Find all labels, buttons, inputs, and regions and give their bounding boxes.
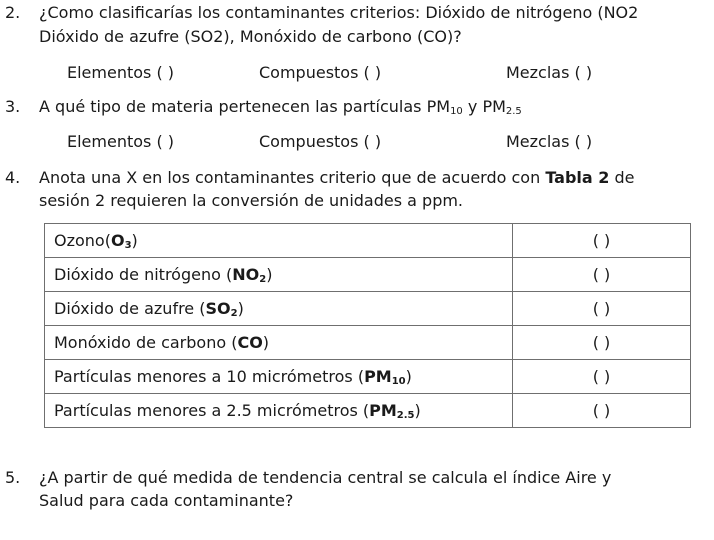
question-number: 3. xyxy=(5,97,21,116)
question-number: 2. xyxy=(5,3,21,22)
pollutant-name: Partículas menores a 10 micrómetros (PM10) xyxy=(45,360,513,394)
mark-cell[interactable]: ( ) xyxy=(513,292,691,326)
option-mezclas[interactable]: Mezclas ( ) xyxy=(506,132,593,151)
question-text: Dióxido de azufre (SO2), Monóxido de carbono (CO)? xyxy=(39,27,462,46)
pollutant-name: Monóxido de carbono (CO) xyxy=(45,326,513,360)
option-mezclas[interactable]: Mezclas ( ) xyxy=(506,63,593,82)
question-text: sesión 2 requieren la conversión de unidades a ppm. xyxy=(39,191,464,210)
mark-cell[interactable]: ( ) xyxy=(513,360,691,394)
pollutant-name: Dióxido de azufre (SO2) xyxy=(45,292,513,326)
question-text: ¿Como clasificarías los contaminantes criterios: Dióxido de nitrógeno (NO2 xyxy=(39,3,639,22)
table-row xyxy=(45,360,691,394)
question-text: Anota una X en los contaminantes criterio que de acuerdo con Tabla 2 de xyxy=(39,168,635,187)
table-row xyxy=(45,326,691,360)
pollutant-name: Dióxido de nitrógeno (NO2) xyxy=(45,258,513,292)
mark-cell[interactable]: ( ) xyxy=(513,326,691,360)
question-number: 5. xyxy=(5,468,21,487)
option-elementos[interactable]: Elementos ( ) xyxy=(67,63,175,82)
table-row xyxy=(45,394,691,428)
question-text: Salud para cada contaminante? xyxy=(39,491,294,510)
question-text: ¿A partir de qué medida de tendencia central se calcula el índice Aire y xyxy=(39,468,612,487)
option-elementos[interactable]: Elementos ( ) xyxy=(67,132,175,151)
question-text: A qué tipo de materia pertenecen las partículas $PM_{10}$ y $PM_{2.5}$ xyxy=(39,97,522,117)
mark-cell[interactable]: ( ) xyxy=(513,224,691,258)
pollutant-name: Ozono(O3) xyxy=(45,224,513,258)
table-row xyxy=(45,258,691,292)
table-row xyxy=(45,292,691,326)
mark-cell[interactable]: ( ) xyxy=(513,394,691,428)
pollutants-table xyxy=(44,223,691,428)
pollutant-name: Partículas menores a 2.5 micrómetros (PM2.5) xyxy=(45,394,513,428)
option-compuestos[interactable]: Compuestos ( ) xyxy=(259,132,382,151)
mark-cell[interactable]: ( ) xyxy=(513,258,691,292)
option-compuestos[interactable]: Compuestos ( ) xyxy=(259,63,382,82)
question-number: 4. xyxy=(5,168,21,187)
table-row xyxy=(45,224,691,258)
